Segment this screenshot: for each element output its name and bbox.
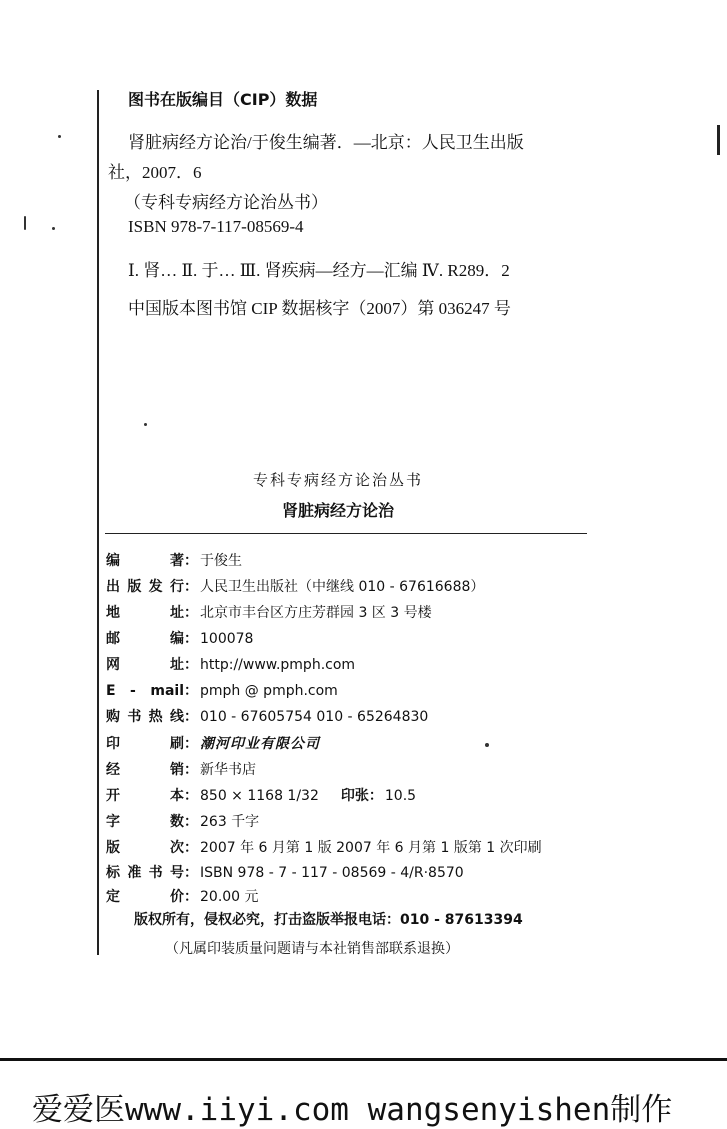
label-author: 编 著 bbox=[106, 553, 184, 569]
cip-classification: Ⅰ. 肾… Ⅱ. 于… Ⅲ. 肾疾病—经方—汇编 Ⅳ. R289．2 bbox=[128, 261, 510, 280]
cip-line-2: 社，2007．6 bbox=[108, 163, 202, 182]
row-publisher: 出版发行： 人民卫生出版社（中继线 010 - 67616688） bbox=[106, 576, 484, 596]
label-printer: 印 刷 bbox=[106, 736, 184, 752]
label-address: 地 址 bbox=[106, 605, 184, 621]
label-format: 开 本 bbox=[106, 788, 184, 804]
value-isbn: ISBN 978 - 7 - 117 - 08569 - 4/R·8570 bbox=[200, 865, 464, 881]
cip-line-1: 肾脏病经方论治/于俊生编著．—北京：人民卫生出版 bbox=[128, 133, 524, 152]
cip-line-3: （专科专病经方论治丛书） bbox=[124, 193, 328, 212]
value-printer: 潮河印业有限公司 bbox=[200, 736, 320, 752]
value-postcode: 100078 bbox=[200, 631, 254, 647]
value-edition: 2007 年 6 月第 1 版 2007 年 6 月第 1 版第 1 次印刷 bbox=[200, 840, 542, 856]
row-address: 地 址： 北京市丰台区方庄芳群园 3 区 3 号楼 bbox=[106, 602, 432, 622]
scan-speck bbox=[144, 423, 147, 426]
row-author: 编 著： 于俊生 bbox=[106, 550, 242, 570]
value-address: 北京市丰台区方庄芳群园 3 区 3 号楼 bbox=[200, 605, 432, 621]
page-edge-mark bbox=[717, 125, 727, 155]
scan-speck bbox=[24, 216, 26, 230]
row-edition: 版 次： 2007 年 6 月第 1 版 2007 年 6 月第 1 版第 1 次印刷 bbox=[106, 837, 542, 857]
copyright-line: 版权所有，侵权必究，打击盗版举报电话：010 - 87613394 bbox=[134, 912, 523, 928]
label-hotline: 购书热线 bbox=[106, 709, 184, 725]
cip-isbn: ISBN 978-7-117-08569-4 bbox=[128, 217, 304, 236]
row-printer: 印 刷： 潮河印业有限公司 bbox=[106, 733, 320, 753]
row-website: 网 址： http://www.pmph.com bbox=[106, 654, 355, 674]
scan-speck bbox=[485, 743, 489, 747]
label-isbn: 标准书号 bbox=[106, 865, 184, 881]
label-postcode: 邮 编 bbox=[106, 631, 184, 647]
cip-heading: 图书在版编目（CIP）数据 bbox=[128, 90, 318, 109]
value-publisher: 人民卫生出版社（中继线 010 - 67616688） bbox=[200, 579, 485, 595]
scan-speck bbox=[52, 227, 55, 230]
footer-watermark: 爱爱医www.iiyi.com wangsenyishen制作 bbox=[32, 1092, 673, 1128]
row-price: 定 价： 20.00 元 bbox=[106, 886, 259, 906]
series-title: 专科专病经方论治丛书 bbox=[253, 471, 424, 489]
value-distributor: 新华书店 bbox=[200, 762, 256, 778]
label-sheets: 印张 bbox=[340, 788, 369, 804]
value-format: 850 × 1168 1/32 bbox=[200, 788, 319, 804]
label-publisher: 出版发行 bbox=[106, 579, 184, 595]
value-author: 于俊生 bbox=[200, 553, 242, 569]
label-edition: 版 次 bbox=[106, 840, 184, 856]
label-distributor: 经 销 bbox=[106, 762, 184, 778]
return-notice: （凡属印装质量问题请与本社销售部联系退换） bbox=[165, 941, 459, 957]
value-hotline: 010 - 67605754 010 - 65264830 bbox=[200, 709, 429, 725]
value-website: http://www.pmph.com bbox=[200, 657, 356, 673]
margin-rule bbox=[97, 90, 99, 955]
row-postcode: 邮 编： 100078 bbox=[106, 628, 253, 648]
title-rule bbox=[105, 533, 587, 534]
scan-speck bbox=[58, 135, 61, 138]
value-price: 20.00 元 bbox=[200, 889, 259, 905]
footer-rule bbox=[0, 1058, 727, 1061]
row-wordcount: 字 数： 263 千字 bbox=[106, 811, 259, 831]
cip-library-note: 中国版本图书馆 CIP 数据核字（2007）第 036247 号 bbox=[128, 299, 511, 318]
row-format: 开 本： 850 × 1168 1/32 印张： 10.5 bbox=[106, 785, 416, 805]
row-hotline: 购书热线： 010 - 67605754 010 - 65264830 bbox=[106, 706, 428, 726]
book-title: 肾脏病经方论治 bbox=[282, 501, 395, 520]
row-distributor: 经 销： 新华书店 bbox=[106, 759, 256, 779]
label-website: 网 址 bbox=[106, 657, 184, 673]
row-email: E - mail： pmph @ pmph.com bbox=[106, 683, 338, 699]
value-email: pmph @ pmph.com bbox=[200, 683, 338, 699]
label-email: E - mail bbox=[106, 683, 184, 699]
label-wordcount: 字 数 bbox=[106, 814, 184, 830]
value-sheets: 10.5 bbox=[384, 788, 417, 804]
value-wordcount: 263 千字 bbox=[200, 814, 260, 830]
row-isbn: 标准书号： ISBN 978 - 7 - 117 - 08569 - 4/R·8570 bbox=[106, 862, 464, 882]
label-price: 定 价 bbox=[106, 889, 184, 905]
